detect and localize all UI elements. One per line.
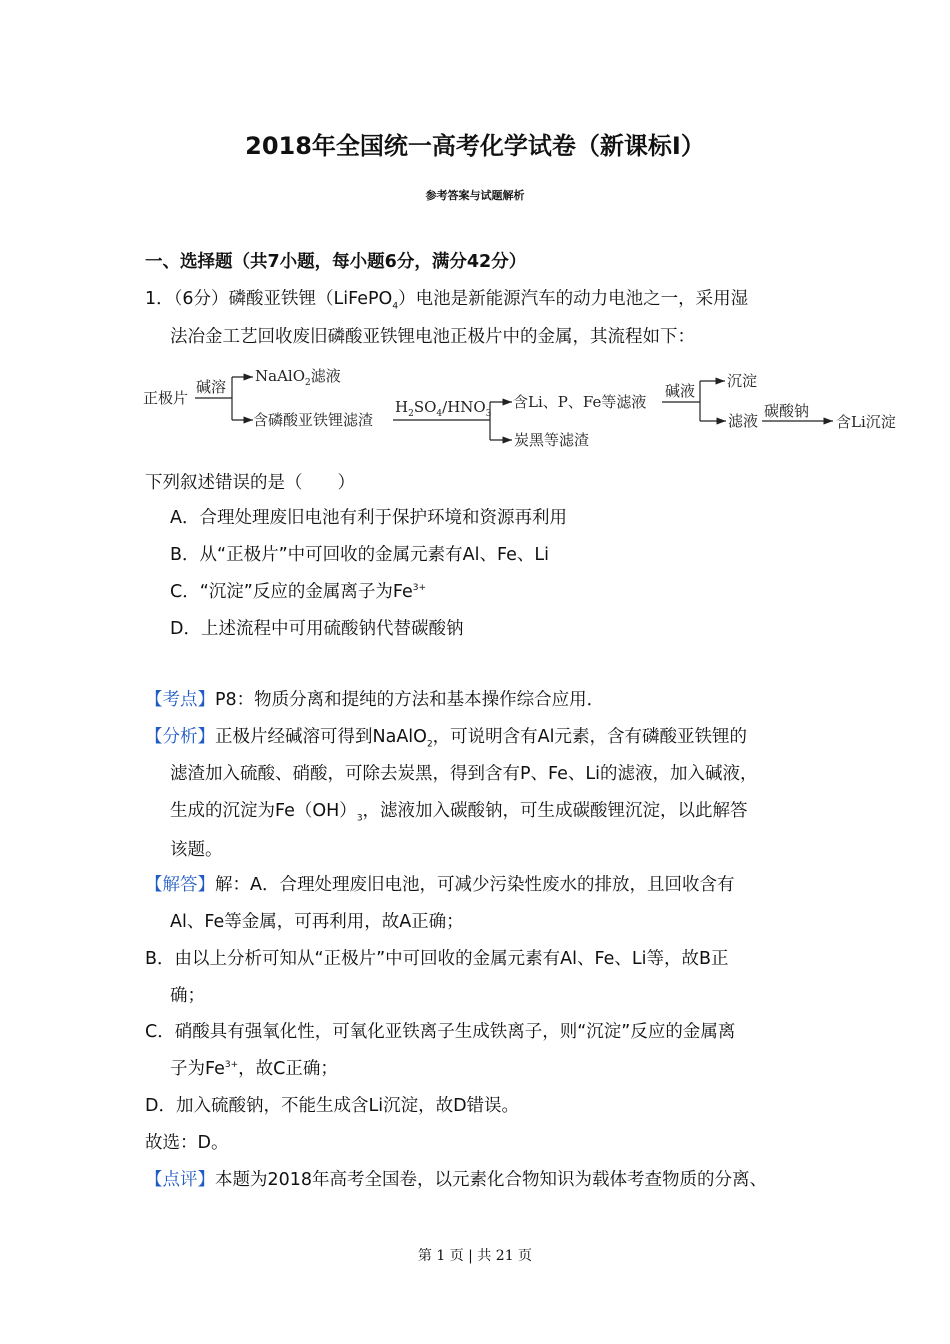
fenxi-line3: 生成的沉淀为$Fe(OH)_3$，滤液加入碳酸钠，可生成碳酸锂沉淀，以此解答 <box>170 801 748 824</box>
fenxi-line2: 滤渣加入硫酸、硝酸，可除去炭黑，得到含有P、Fe、Li的滤液，加入碱液， <box>170 764 758 784</box>
kaodian: 【考点】P8：物质分离和提纯的方法和基本操作综合应用． <box>145 690 605 710</box>
diagram-li-p-fe-filtrate: 含Li、P、Fe等滤液 <box>513 393 647 411</box>
page-subtitle: 参考答案与试题解析 <box>425 189 525 202</box>
answer-c-line1: C．硝酸具有强氧化性，可氧化亚铁离子生成铁离子，则“沉淀”反应的金属离 <box>145 1022 736 1042</box>
diagram-sodium-carbonate-step: 碳酸钠 <box>764 402 810 420</box>
option-a: A．合理处理废旧电池有利于保护环境和资源再利用 <box>170 508 567 528</box>
fenxi-line1: 【分析】正极片经碱溶可得到NaAlO$_2$，可说明含有Al元素，含有磷酸亚铁锂的 <box>145 727 748 750</box>
answer-b-line1: B．由以上分析可知从“正极片”中可回收的金属元素有Al、Fe、Li等，故B正 <box>145 949 729 969</box>
diagram-acid-step: $H_2SO_4/HNO_3$ <box>395 398 492 419</box>
section-heading: 一、选择题（共7小题，每小题6分，满分42分） <box>145 252 527 272</box>
page-title: 2018年全国统一高考化学试卷（新课标Ⅰ） <box>245 132 705 160</box>
question-1-line2: 法冶金工艺回收废旧磷酸亚铁锂电池正极片中的金属，其流程如下： <box>170 327 695 347</box>
diagram-carbon-residue: 炭黑等滤渣 <box>514 431 590 449</box>
option-b: B．从“正极片”中可回收的金属元素有Al、Fe、Li <box>170 545 549 565</box>
fenxi-line4: 该题。 <box>170 840 223 860</box>
diagram-precipitate: 沉淀 <box>727 372 758 390</box>
final-answer: 故选：D。 <box>145 1133 229 1153</box>
question-stem: 下列叙述错误的是（ ） <box>145 473 355 493</box>
diagram-step-alkali-dissolve: 碱溶 <box>196 378 227 396</box>
answer-c-line2: 子为$Fe^{3+}$，故C正确； <box>170 1059 338 1079</box>
option-d: D．上述流程中可用硫酸钠代替碳酸钠 <box>170 619 464 639</box>
diagram-start: 正极片 <box>143 389 189 407</box>
answer-d: D．加入硫酸钠，不能生成含Li沉淀，故D错误。 <box>145 1096 520 1116</box>
page-footer: 第 1 页 | 共 21 页 <box>417 1248 533 1264</box>
jieda-line2: Al、Fe等金属，可再利用，故A正确； <box>170 912 464 932</box>
dianping: 【点评】本题为2018年高考全国卷，以元素化合物知识为载体考查物质的分离、 <box>145 1170 768 1190</box>
diagram-li-precipitate: 含Li沉淀 <box>836 413 896 431</box>
diagram-naalo2-filtrate: NaAlO$_2$滤液 <box>255 367 341 388</box>
answer-b-line2: 确； <box>170 986 205 1006</box>
diagram-residue: 含磷酸亚铁锂滤渣 <box>253 411 374 429</box>
option-c: C．“沉淀”反应的金属离子为$Fe^{3+}$ <box>170 582 427 602</box>
diagram-alkali-step: 碱液 <box>665 382 696 400</box>
diagram-filtrate: 滤液 <box>728 412 759 430</box>
jieda-line1: 【解答】解：A．合理处理废旧电池，可减少污染性废水的排放，且回收含有 <box>145 875 735 895</box>
question-1-line1: 1．（6分）磷酸亚铁锂（LiFePO$_4$）电池是新能源汽车的动力电池之一，采用湿 <box>145 289 749 312</box>
